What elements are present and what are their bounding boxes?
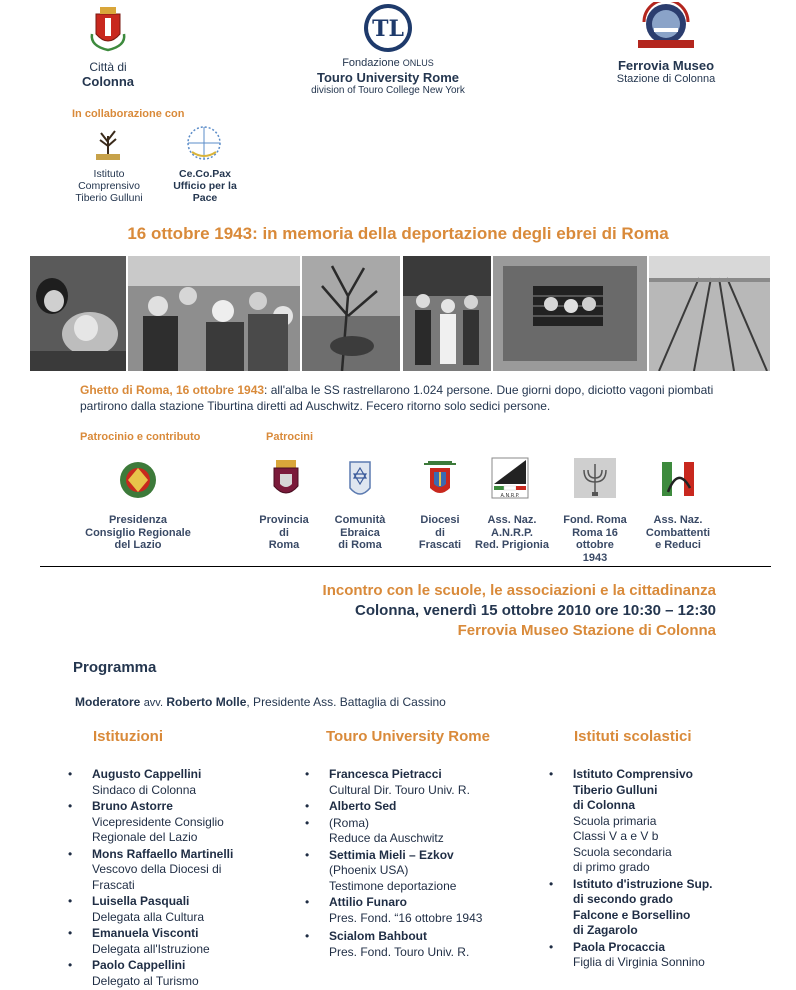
diocesi-frascati-emblem-icon bbox=[420, 458, 460, 502]
photo-soldiers bbox=[403, 256, 491, 371]
list-item: • Alberto Sed bbox=[329, 799, 529, 815]
event-line-2: Colonna, venerdì 15 ottobre 2010 ore 10:30 – 12:30 bbox=[355, 602, 716, 619]
list-item: • Paolo Cappellini Delegato al Turismo bbox=[92, 958, 292, 989]
patronage-right-title: Patrocini bbox=[266, 431, 314, 443]
list-item: • Attilio Funaro Pres. Fond. “16 ottobre 1943 bbox=[329, 895, 529, 926]
city-label: Città di bbox=[89, 60, 127, 74]
moderator-title: avv. bbox=[143, 697, 164, 709]
provincia-roma-emblem-icon bbox=[266, 458, 306, 502]
globe-logo-icon bbox=[184, 124, 224, 162]
column-heading-istituti: Istituti scolastici bbox=[574, 728, 692, 745]
caption-lead: Ghetto di Roma, 16 ottobre 1943 bbox=[80, 383, 265, 397]
anrp-emblem-icon bbox=[490, 456, 530, 500]
list-item: • Scialom Bahbout Pres. Fond. Touro Univ. R. bbox=[329, 929, 529, 960]
photo-railway-tracks bbox=[649, 256, 770, 371]
patron-fondazione-roma: Fond. Roma Roma 16 ottobre 1943 bbox=[563, 514, 627, 564]
collab-item-school: Istituto Comprensivo Tiberio Gulluni bbox=[75, 168, 143, 204]
onlus-label: ONLUS bbox=[402, 58, 434, 68]
svg-text:A.N.R.P.: A.N.R.P. bbox=[500, 493, 520, 499]
collab-title: In collaborazione con bbox=[72, 108, 185, 120]
museum-name: Ferrovia Museo bbox=[617, 58, 715, 73]
list-item: • Mons Raffaello Martinelli Vescovo della Diocesi di Frascati bbox=[92, 847, 292, 894]
patron-lazio-council: Presidenza Consiglio Regionale del Lazio bbox=[85, 514, 191, 551]
list-item: • Paola Procaccia Figlia di Virginia Sonnino bbox=[573, 940, 763, 971]
photo-children bbox=[30, 256, 126, 371]
caption-text: : all'alba le SS rastrellarono 1.024 persone. Due giorni dopo, diciotto vagoni piombati partirono dalla stazione Tiburtina diretti ad Auschwitz. Fecero ritorno solo sedici persone. bbox=[80, 383, 714, 413]
foundation-label: Fondazione bbox=[342, 57, 400, 69]
list-item: • Settimia Mieli – Ezkov (Phoenix USA) Testimone deportazione bbox=[329, 848, 529, 895]
list-item: • Istituto Comprensivo Tiberio Gulluni di Colonna Scuola primaria Classi V a e V b Scuola secondaria di primo grado bbox=[573, 767, 763, 876]
city-crest-icon bbox=[88, 4, 128, 52]
event-line-1: Incontro con le scuole, le associazioni e la cittadinanza bbox=[322, 582, 716, 599]
photo-caption bbox=[80, 383, 740, 414]
patronage-left-title: Patrocinio e contributo bbox=[80, 431, 201, 443]
list-item: • Augusto Cappellini Sindaco di Colonna bbox=[92, 767, 292, 798]
istituti-list bbox=[573, 767, 763, 972]
column-heading-touro: Touro University Rome bbox=[326, 728, 490, 745]
photo-crowd bbox=[128, 256, 300, 371]
city-name: Colonna bbox=[82, 74, 134, 89]
list-item: • Istituto d'istruzione Sup. di secondo grado Falcone e Borsellino di Zagarolo bbox=[573, 877, 763, 939]
patron-comunita-ebraica: Comunità Ebraica di Roma bbox=[334, 514, 386, 551]
list-item: • Francesca Pietracci Cultural Dir. Touro Univ. R. bbox=[329, 767, 529, 798]
patron-diocesi-frascati: Diocesi di Frascati bbox=[418, 514, 462, 551]
list-item: • Bruno Astorre Vicepresidente Consiglio Regionale del Lazio bbox=[92, 799, 292, 846]
tree-logo-icon bbox=[94, 124, 122, 162]
moderator-line bbox=[75, 695, 446, 709]
list-item: • Emanuela Visconti Delegata all'Istruzione bbox=[92, 926, 292, 957]
main-title: 16 ottobre 1943: in memoria della deportazione degli ebrei di Roma bbox=[127, 224, 669, 243]
column-heading-istituzioni: Istituzioni bbox=[93, 728, 163, 745]
programma-title: Programma bbox=[73, 659, 157, 676]
railway-museum-logo-icon bbox=[634, 2, 698, 52]
patron-provincia-roma: Provincia di Roma bbox=[259, 514, 309, 551]
museum-station: Stazione di Colonna bbox=[616, 73, 716, 85]
divider-line bbox=[40, 566, 771, 567]
fondazione-roma-emblem-icon bbox=[572, 456, 618, 500]
foundation-name: Touro University Rome bbox=[316, 70, 460, 85]
touro-list bbox=[329, 767, 529, 961]
event-line-3: Ferrovia Museo Stazione di Colonna bbox=[457, 622, 716, 639]
moderator-label: Moderatore bbox=[75, 695, 141, 709]
comunita-ebraica-emblem-icon bbox=[340, 458, 380, 502]
foundation-subtitle: division of Touro College New York bbox=[311, 85, 465, 96]
svg-text:TL: TL bbox=[372, 16, 404, 42]
patron-anrp: Ass. Naz. A.N.R.P. Red. Prigionia bbox=[475, 514, 549, 551]
combattenti-reduci-emblem-icon bbox=[658, 458, 698, 502]
istituzioni-list bbox=[92, 767, 292, 990]
photo-tree-window bbox=[302, 256, 400, 371]
list-item: • (Roma) Reduce da Auschwitz bbox=[329, 816, 529, 847]
photo-train-wagon bbox=[493, 256, 647, 371]
lazio-council-emblem-icon bbox=[118, 458, 158, 502]
moderator-name: Roberto Molle bbox=[166, 695, 247, 709]
moderator-role: , Presidente Ass. Battaglia di Cassino bbox=[246, 695, 446, 709]
patron-combattenti-reduci: Ass. Naz. Combattenti e Reduci bbox=[645, 514, 711, 551]
touro-logo-icon bbox=[362, 2, 414, 54]
collab-item-cecopax: Ce.Co.Pax Ufficio per la Pace bbox=[173, 168, 237, 204]
list-item: • Luisella Pasquali Delegata alla Cultura bbox=[92, 894, 292, 925]
